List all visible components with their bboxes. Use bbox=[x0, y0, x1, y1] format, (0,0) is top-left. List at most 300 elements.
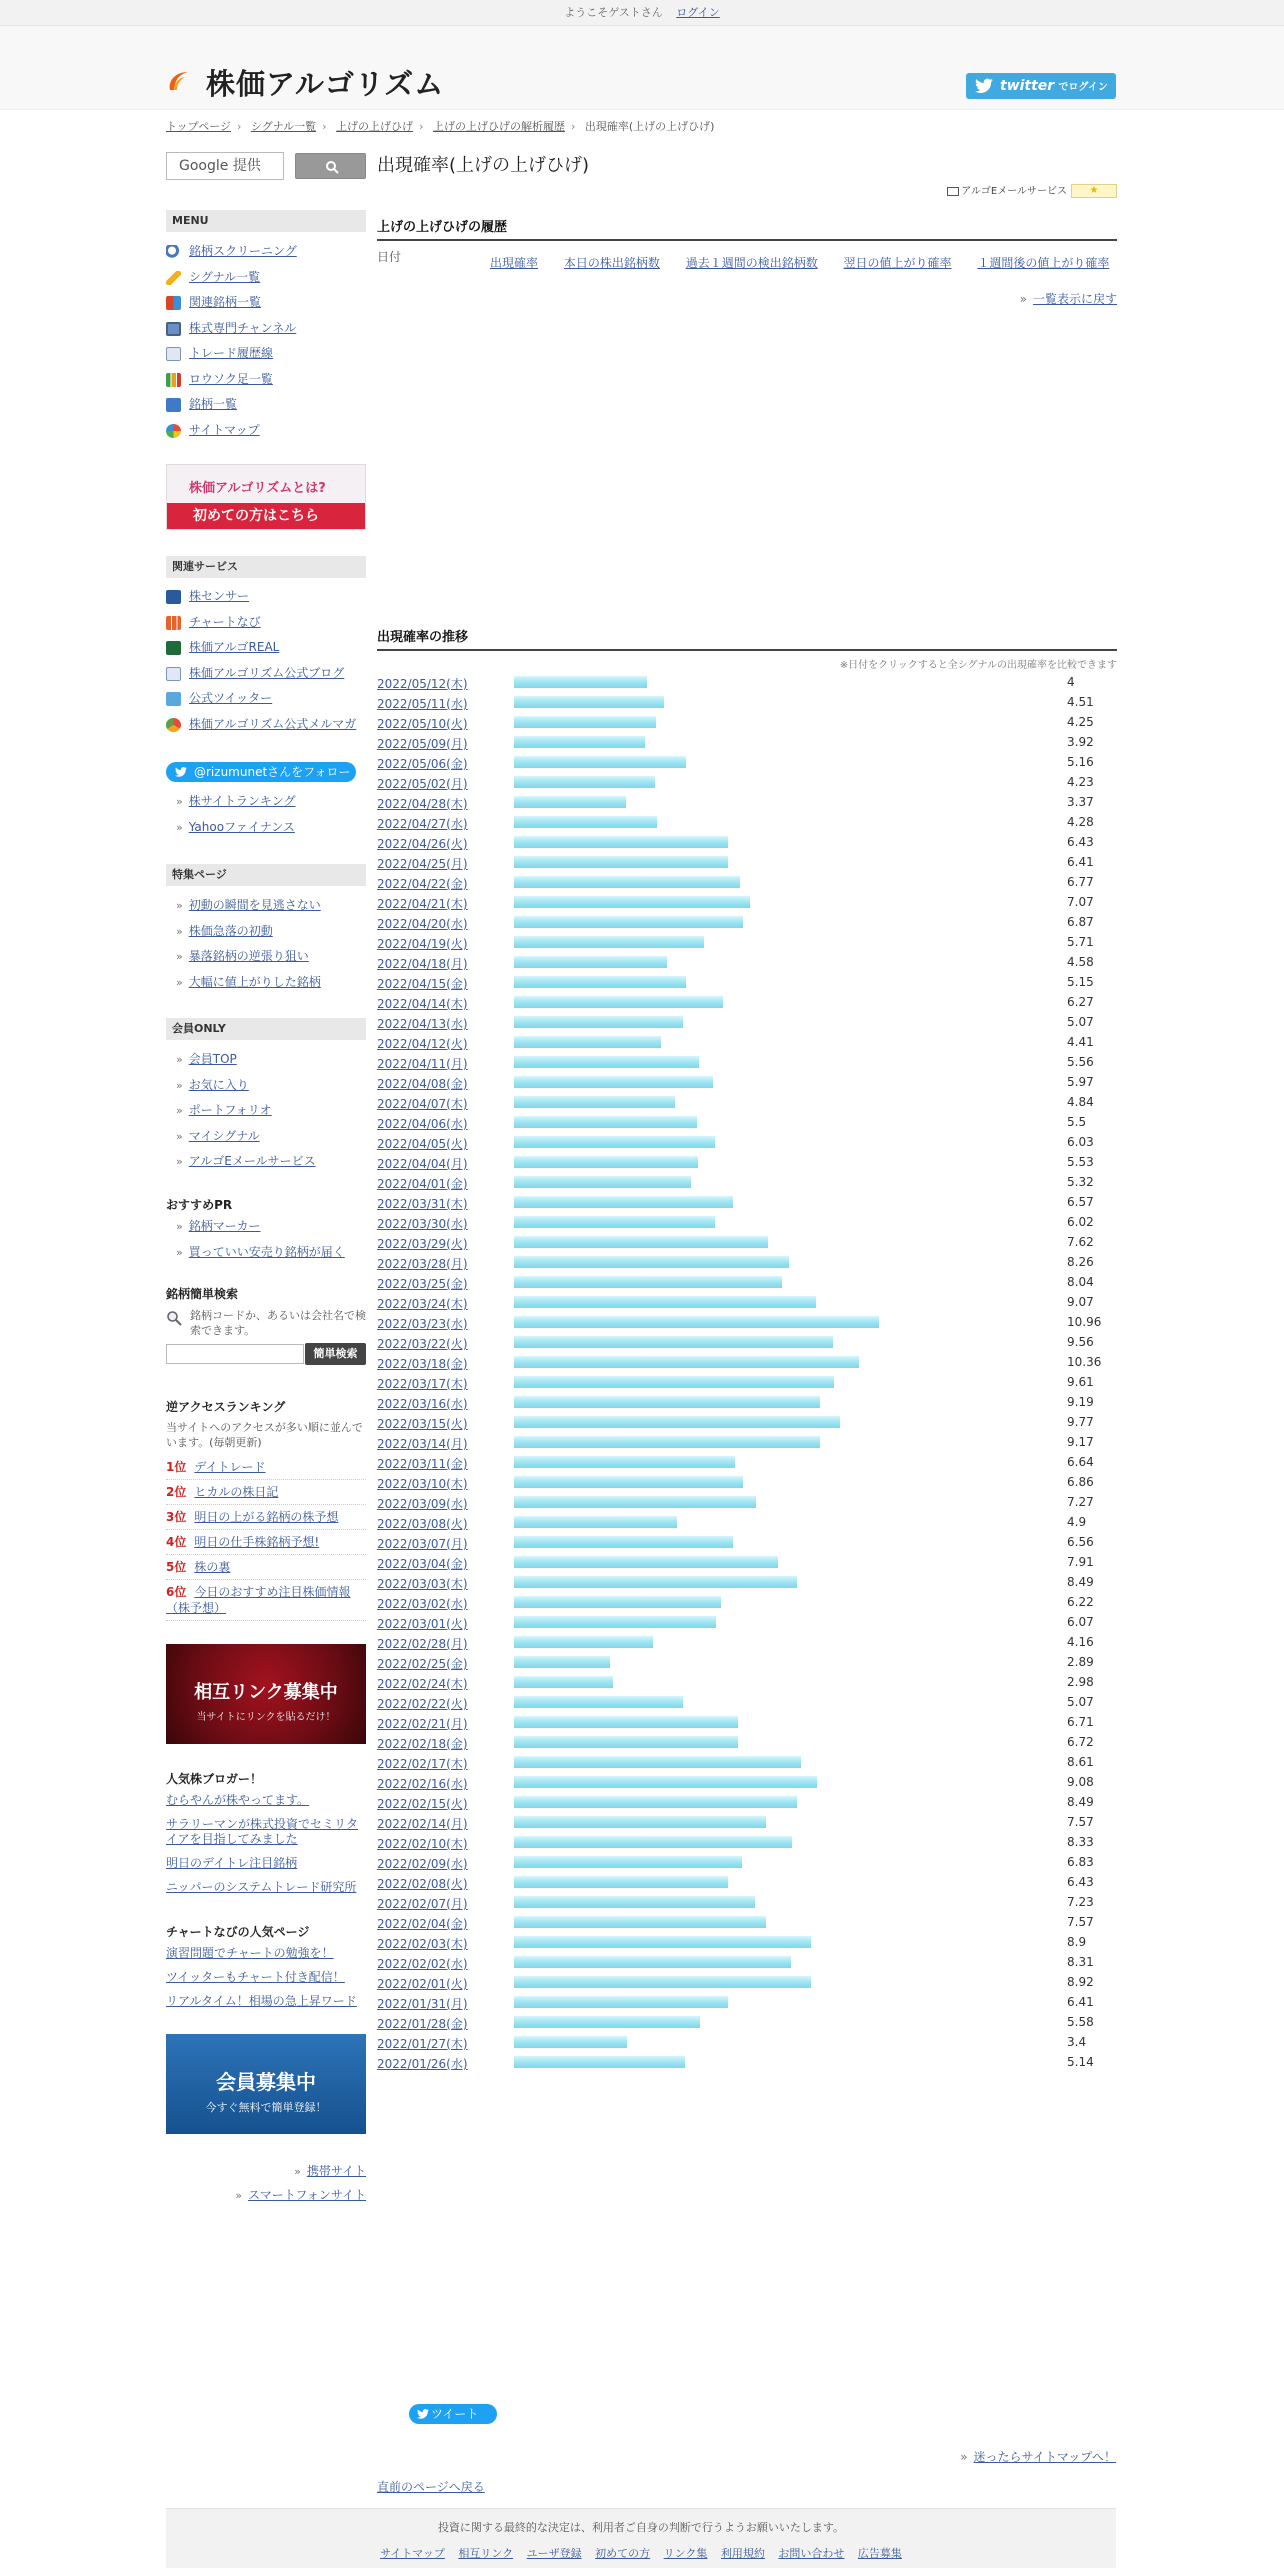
blogger-item[interactable] bbox=[166, 1880, 366, 1895]
magnifier-icon bbox=[166, 1310, 182, 1326]
chart-date-link[interactable]: 2022/02/22(火) bbox=[377, 1697, 468, 1711]
algo-real-icon bbox=[166, 641, 181, 655]
member-list bbox=[166, 1047, 366, 1175]
tab-detected-week[interactable]: 過去１週間の検出銘柄数 bbox=[685, 256, 818, 270]
chart-value-label: 8.04 bbox=[1067, 1275, 1094, 1289]
link-exchange-banner[interactable] bbox=[166, 1644, 366, 1744]
chart-date-link[interactable]: 2022/03/16(水) bbox=[377, 1397, 468, 1411]
chart-value-label: 7.23 bbox=[1067, 1895, 1094, 1909]
chart-row bbox=[377, 952, 1117, 972]
outer-link[interactable]: 株サイトランキング bbox=[188, 794, 296, 808]
chart-row bbox=[377, 1592, 1117, 1612]
chart-row bbox=[377, 1112, 1117, 1132]
feature-item[interactable]: » 大幅に値上がりした銘柄 bbox=[176, 974, 321, 989]
chart-date-link[interactable]: 2022/03/28(月) bbox=[377, 1257, 468, 1271]
chart-date-link[interactable]: 2022/04/05(火) bbox=[377, 1137, 468, 1151]
chart-date-link[interactable]: 2022/04/18(月) bbox=[377, 957, 468, 971]
chart-date-link[interactable]: 2022/03/23(水) bbox=[377, 1317, 468, 1331]
chart-value-label: 6.72 bbox=[1067, 1735, 1094, 1749]
chart-row bbox=[377, 1972, 1117, 1992]
chart-date-link[interactable]: 2022/02/25(金) bbox=[377, 1657, 468, 1671]
chartnavi-link[interactable]: リアルタイム！相場の急上昇ワード bbox=[166, 1994, 357, 2008]
feature-item[interactable]: » 暴落銘柄の逆張り狙い bbox=[176, 949, 309, 963]
footer-link-beginner[interactable]: 初めての方 bbox=[595, 2547, 651, 2560]
chart-value-label: 10.96 bbox=[1067, 1315, 1102, 1329]
chart-date-link[interactable]: 2022/02/08(火) bbox=[377, 1877, 468, 1891]
chart-row bbox=[377, 1712, 1117, 1732]
rank-item[interactable] bbox=[166, 1580, 366, 1621]
chart-date-link[interactable]: 2022/05/11(水) bbox=[377, 697, 468, 711]
related-item[interactable] bbox=[166, 686, 366, 712]
rank-link[interactable]: ヒカルの株日記 bbox=[194, 1485, 279, 1499]
google-placeholder: Google 提供 bbox=[179, 158, 261, 174]
chart-row bbox=[377, 1892, 1117, 1912]
chart-bar bbox=[514, 796, 626, 808]
chart-value-label: 4.28 bbox=[1067, 815, 1094, 829]
chartnavi-list bbox=[166, 1946, 366, 2018]
chart-date-link[interactable]: 2022/04/01(金) bbox=[377, 1177, 468, 1191]
chart-value-label: 6.87 bbox=[1067, 915, 1094, 929]
chart-value-label: 5.07 bbox=[1067, 1695, 1094, 1709]
member-link[interactable]: 会員TOP bbox=[188, 1052, 237, 1066]
chart-bar bbox=[514, 1636, 653, 1648]
member-item[interactable]: » アルゴEメールサービス bbox=[176, 1154, 316, 1168]
chart-row bbox=[377, 1732, 1117, 1752]
chart-row bbox=[377, 1132, 1117, 1152]
site-logo[interactable]: 株価アルゴリズム bbox=[206, 67, 445, 101]
breadcrumb-signals[interactable]: シグナル一覧 bbox=[250, 120, 317, 133]
menu-link[interactable]: ロウソク足一覧 bbox=[189, 371, 273, 386]
chart-date-link[interactable]: 2022/03/29(火) bbox=[377, 1237, 468, 1251]
footer-link-register[interactable]: ユーザ登録 bbox=[526, 2547, 582, 2560]
chart-row bbox=[377, 2052, 1117, 2072]
chartnavi-item[interactable] bbox=[166, 1946, 366, 1961]
pr-item[interactable]: » 買っていい安売り銘柄が届く bbox=[176, 1244, 345, 1259]
chart-value-label: 9.56 bbox=[1067, 1335, 1094, 1349]
chart-row bbox=[377, 1992, 1117, 2012]
chart-bar bbox=[514, 1076, 713, 1088]
chart-row bbox=[377, 1352, 1117, 1372]
chart-row bbox=[377, 672, 1117, 692]
outer-link-item[interactable]: » 株サイトランキング bbox=[176, 794, 296, 808]
chart-date-link[interactable]: 2022/02/28(月) bbox=[377, 1637, 468, 1651]
menu-item-signals[interactable] bbox=[166, 265, 366, 291]
member-item[interactable]: » お気に入り bbox=[176, 1077, 249, 1092]
chart-date-link[interactable]: 2022/04/06(水) bbox=[377, 1117, 468, 1131]
chart-date-link[interactable]: 2022/04/19(火) bbox=[377, 937, 468, 951]
chart-date-link[interactable]: 2022/01/26(水) bbox=[377, 2057, 468, 2071]
rank-item[interactable] bbox=[166, 1530, 366, 1555]
google-search-button[interactable] bbox=[295, 153, 366, 179]
chart-date-link[interactable]: 2022/03/11(金) bbox=[377, 1457, 468, 1471]
rank-number: 6位 bbox=[166, 1585, 187, 1599]
chart-bar bbox=[514, 996, 723, 1008]
outer-link-item[interactable]: » Yahooファイナンス bbox=[176, 819, 295, 834]
related-link[interactable]: チャートなび bbox=[189, 614, 261, 629]
chart-date-link[interactable]: 2022/03/17(木) bbox=[377, 1377, 468, 1391]
rank-item[interactable] bbox=[166, 1480, 366, 1505]
feature-link[interactable]: 大幅に値上がりした銘柄 bbox=[188, 974, 321, 989]
member-link[interactable]: アルゴEメールサービス bbox=[188, 1154, 316, 1168]
tweet-button[interactable] bbox=[409, 2404, 497, 2424]
sitemap-help-item[interactable]: » 迷ったらサイトマップへ！ bbox=[960, 2450, 1116, 2464]
chart-date-link[interactable]: 2022/04/21(木) bbox=[377, 897, 468, 911]
chart-date-link[interactable]: 2022/02/01(火) bbox=[377, 1977, 468, 1991]
follow-button[interactable] bbox=[166, 762, 356, 782]
chart-bar bbox=[514, 1096, 675, 1108]
chart-bar bbox=[514, 956, 667, 968]
member-item[interactable]: » ポートフォリオ bbox=[176, 1103, 272, 1117]
chart-date-link[interactable]: 2022/04/15(金) bbox=[377, 977, 468, 991]
chart-bar bbox=[514, 1196, 733, 1208]
feature-link[interactable]: 初動の瞬間を見逃さない bbox=[188, 898, 321, 912]
chart-bar bbox=[514, 1796, 797, 1808]
chart-bar bbox=[514, 1276, 782, 1288]
chart-date-link[interactable]: 2022/03/10(木) bbox=[377, 1477, 468, 1491]
chart-date-link[interactable]: 2022/03/02(水) bbox=[377, 1597, 468, 1611]
related-link[interactable]: 株価アルゴリズム公式メルマガ bbox=[189, 716, 357, 731]
about-banner[interactable] bbox=[166, 464, 366, 530]
chart-row bbox=[377, 1192, 1117, 1212]
feature-link[interactable]: 株価急落の初動 bbox=[188, 923, 273, 938]
chart-date-link[interactable]: 2022/04/07(木) bbox=[377, 1097, 468, 1111]
blogger-link[interactable]: ニッパーのシステムトレード研究所 bbox=[166, 1880, 357, 1894]
chart-bar bbox=[514, 1516, 677, 1528]
rank-link[interactable]: 今日のおすすめ注目株価情報（株予想） bbox=[166, 1585, 351, 1615]
chart-date-link[interactable]: 2022/02/15(火) bbox=[377, 1797, 468, 1811]
chart-date-link[interactable]: 2022/04/28(木) bbox=[377, 797, 468, 811]
member-item[interactable]: » 会員TOP bbox=[176, 1052, 237, 1066]
chart-value-label: 4.23 bbox=[1067, 775, 1094, 789]
mobile-site-link[interactable]: 携帯サイト bbox=[306, 2164, 366, 2178]
link-banner-title: 相互リンク募集中 bbox=[194, 1682, 338, 1703]
breadcrumb-history[interactable]: 上げの上げひげの解析履歴 bbox=[432, 120, 565, 133]
chart-bar bbox=[514, 856, 728, 868]
chart-date-link[interactable]: 2022/05/06(金) bbox=[377, 757, 468, 771]
related-item[interactable] bbox=[166, 661, 366, 687]
pr-link[interactable]: 買っていい安売り銘柄が届く bbox=[188, 1244, 345, 1259]
smartphone-site-link[interactable]: スマートフォンサイト bbox=[248, 2188, 366, 2202]
feature-item[interactable]: » 初動の瞬間を見逃さない bbox=[176, 898, 321, 912]
footer-link-mutual[interactable]: 相互リンク bbox=[458, 2547, 514, 2560]
chart-date-link[interactable]: 2022/05/09(月) bbox=[377, 737, 468, 751]
rank-link[interactable]: 明日の仕手株銘柄予想! bbox=[194, 1535, 320, 1549]
member-link[interactable]: マイシグナル bbox=[188, 1128, 260, 1143]
chart-bar bbox=[514, 896, 750, 908]
member-recruit-banner[interactable] bbox=[166, 2034, 366, 2134]
menu-item-trade[interactable] bbox=[166, 341, 366, 367]
chart-row bbox=[377, 1612, 1117, 1632]
chart-date-link[interactable]: 2022/04/04(月) bbox=[377, 1157, 468, 1171]
chart-value-label: 5.16 bbox=[1067, 755, 1094, 769]
chart-value-label: 3.4 bbox=[1067, 2035, 1087, 2049]
chart-bar bbox=[514, 1556, 778, 1568]
chart-date-link[interactable]: 2022/04/27(水) bbox=[377, 817, 468, 831]
chart-date-link[interactable]: 2022/03/15(火) bbox=[377, 1417, 468, 1431]
member-link[interactable]: お気に入り bbox=[188, 1077, 249, 1092]
twitter-bird-icon bbox=[417, 2409, 429, 2419]
menu-item-channel[interactable] bbox=[166, 316, 366, 342]
chart-date-link[interactable]: 2022/03/14(月) bbox=[377, 1437, 468, 1451]
chart-bar bbox=[514, 1376, 834, 1388]
stock-search-input[interactable] bbox=[166, 1344, 304, 1364]
chart-date-link[interactable]: 2022/03/08(火) bbox=[377, 1517, 468, 1531]
chart-value-label: 6.71 bbox=[1067, 1715, 1094, 1729]
breadcrumb-sep: › bbox=[237, 120, 242, 133]
menu-link[interactable]: 銘柄一覧 bbox=[189, 397, 238, 411]
rank-item[interactable] bbox=[166, 1505, 366, 1530]
chart-value-label: 6.22 bbox=[1067, 1595, 1094, 1609]
rank-link[interactable]: 明日の上がる銘柄の株予想 bbox=[194, 1510, 339, 1524]
twitter-word: twitter bbox=[1000, 78, 1055, 94]
chart-date-link[interactable]: 2022/04/14(木) bbox=[377, 997, 468, 1011]
chart-value-label: 4.41 bbox=[1067, 1035, 1094, 1049]
magnifier-icon bbox=[166, 245, 181, 259]
chart-bar bbox=[514, 1716, 738, 1728]
chart-date-link[interactable]: 2022/02/03(木) bbox=[377, 1937, 468, 1951]
related-item[interactable] bbox=[166, 584, 366, 610]
chart-value-label: 6.07 bbox=[1067, 1615, 1094, 1629]
chart-date-link[interactable]: 2022/02/24(木) bbox=[377, 1677, 468, 1691]
chart-value-label: 6.43 bbox=[1067, 835, 1094, 849]
rank-link[interactable]: 株の裏 bbox=[194, 1560, 231, 1574]
search-icon bbox=[325, 160, 339, 174]
related-link[interactable]: 株価アルゴリズム公式ブログ bbox=[189, 665, 345, 680]
list-return-link[interactable]: 一覧表示に戻す bbox=[1032, 292, 1117, 306]
chart-date-link[interactable]: 2022/01/28(金) bbox=[377, 2017, 468, 2031]
chart-date-link[interactable]: 2022/03/04(金) bbox=[377, 1557, 468, 1571]
mobile-site-item[interactable]: » 携帯サイト bbox=[294, 2164, 366, 2178]
chart-bar bbox=[514, 1776, 817, 1788]
blogger-item[interactable] bbox=[166, 1856, 366, 1871]
chart-row bbox=[377, 1292, 1117, 1312]
chart-date-link[interactable]: 2022/02/18(金) bbox=[377, 1737, 468, 1751]
chart-value-label: 5.58 bbox=[1067, 2015, 1094, 2029]
chart-value-label: 5.14 bbox=[1067, 2055, 1094, 2069]
mail-service-link[interactable] bbox=[947, 182, 1117, 198]
related-item[interactable] bbox=[166, 635, 366, 661]
chart-value-label: 6.27 bbox=[1067, 995, 1094, 1009]
chart-value-label: 6.86 bbox=[1067, 1475, 1094, 1489]
stock-search-button[interactable]: 簡単検索 bbox=[305, 1343, 366, 1365]
chart-date-link[interactable]: 2022/03/25(金) bbox=[377, 1277, 468, 1291]
menu-link[interactable]: シグナル一覧 bbox=[189, 269, 261, 284]
chart-date-link[interactable]: 2022/03/22(火) bbox=[377, 1337, 468, 1351]
chart-date-link[interactable]: 2022/01/31(月) bbox=[377, 1997, 468, 2011]
list-return-item[interactable]: » 一覧表示に戻す bbox=[1019, 292, 1117, 306]
chart-date-link[interactable]: 2022/03/24(木) bbox=[377, 1297, 468, 1311]
chart-date-link[interactable]: 2022/03/31(木) bbox=[377, 1197, 468, 1211]
chart-date-link[interactable]: 2022/02/04(金) bbox=[377, 1917, 468, 1931]
chart-bar bbox=[514, 816, 657, 828]
pr-link[interactable]: 銘柄マーカー bbox=[188, 1219, 261, 1233]
chart-row bbox=[377, 1212, 1117, 1232]
tab-detected-today[interactable]: 本日の株出銘柄数 bbox=[563, 256, 660, 270]
chartnavi-item[interactable] bbox=[166, 1994, 366, 2009]
rank-item[interactable] bbox=[166, 1555, 366, 1580]
back-link[interactable]: 直前のページへ戻る bbox=[377, 2480, 485, 2494]
footer-link-contact[interactable]: お問い合わせ bbox=[778, 2547, 845, 2560]
chart-date-link[interactable]: 2022/02/07(月) bbox=[377, 1897, 468, 1911]
tweet-label: ツイート bbox=[431, 2407, 479, 2421]
blogger-item[interactable] bbox=[166, 1817, 366, 1847]
chart-value-label: 9.61 bbox=[1067, 1375, 1094, 1389]
chart-date-link[interactable]: 2022/04/25(月) bbox=[377, 857, 468, 871]
chart-value-label: 4 bbox=[1067, 675, 1075, 689]
member-item[interactable]: » マイシグナル bbox=[176, 1128, 260, 1143]
breadcrumb-top[interactable]: トップページ bbox=[166, 120, 232, 133]
chart-date-link[interactable]: 2022/05/02(月) bbox=[377, 777, 468, 791]
tab-appearance-rate[interactable]: 出現確率 bbox=[490, 256, 539, 270]
chart-row bbox=[377, 1572, 1117, 1592]
chart-date-link[interactable]: 2022/03/03(木) bbox=[377, 1577, 468, 1591]
menu-link[interactable]: サイトマップ bbox=[189, 422, 260, 437]
chart-date-link[interactable]: 2022/03/09(水) bbox=[377, 1497, 468, 1511]
chart-row bbox=[377, 2012, 1117, 2032]
chart-date-link[interactable]: 2022/03/07(月) bbox=[377, 1537, 468, 1551]
chart-date-link[interactable]: 2022/02/16(水) bbox=[377, 1777, 468, 1791]
breadcrumb-signal[interactable]: 上げの上げひげ bbox=[336, 120, 414, 133]
chart-date-link[interactable]: 2022/02/10(木) bbox=[377, 1837, 468, 1851]
chart-value-label: 6.56 bbox=[1067, 1535, 1094, 1549]
chart-value-label: 7.57 bbox=[1067, 1915, 1094, 1929]
related-item[interactable] bbox=[166, 712, 366, 738]
chart-row bbox=[377, 1632, 1117, 1652]
chart-row bbox=[377, 752, 1117, 772]
chart-row bbox=[377, 1692, 1117, 1712]
chart-date-link[interactable]: 2022/02/17(木) bbox=[377, 1757, 468, 1771]
chart-bar bbox=[514, 716, 656, 728]
pr-item[interactable]: » 銘柄マーカー bbox=[176, 1219, 261, 1233]
related-services bbox=[166, 584, 366, 737]
sitemap-icon bbox=[166, 424, 181, 438]
breadcrumb-sep: › bbox=[570, 120, 576, 133]
blogger-link[interactable]: むらやんが株やってます。 bbox=[166, 1793, 310, 1807]
blogger-link[interactable]: サラリーマンが株式投資でセミリタイアを目指してみました bbox=[166, 1817, 359, 1846]
blogger-link[interactable]: 明日のデイトレ注目銘柄 bbox=[166, 1856, 298, 1870]
chart-value-label: 8.49 bbox=[1067, 1795, 1094, 1809]
chart-value-label: 5.56 bbox=[1067, 1055, 1094, 1069]
chart-date-link[interactable]: 2022/04/22(金) bbox=[377, 877, 468, 891]
chart-date-link[interactable]: 2022/02/02(水) bbox=[377, 1957, 468, 1971]
chart-date-link[interactable]: 2022/04/11(月) bbox=[377, 1057, 468, 1071]
chartnavi-item[interactable] bbox=[166, 1970, 366, 1985]
menu-link[interactable]: 関連銘柄一覧 bbox=[189, 295, 262, 309]
twitter-login-button[interactable] bbox=[966, 73, 1116, 99]
chart-date-link[interactable]: 2022/03/18(金) bbox=[377, 1357, 468, 1371]
smartphone-site-item[interactable]: » スマートフォンサイト bbox=[235, 2188, 366, 2202]
rank-number: 3位 bbox=[166, 1510, 187, 1524]
chart-row bbox=[377, 1532, 1117, 1552]
sitemap-help-link[interactable]: 迷ったらサイトマップへ！ bbox=[973, 2450, 1116, 2464]
chart-bar bbox=[514, 1416, 840, 1428]
menu-item-screening[interactable] bbox=[166, 239, 366, 265]
breadcrumb-sep: › bbox=[419, 120, 424, 133]
menu-item-related[interactable] bbox=[166, 290, 366, 316]
chart-date-link[interactable]: 2022/05/12(木) bbox=[377, 677, 468, 691]
tab-next-day-rise[interactable]: 翌日の値上がり確率 bbox=[843, 256, 952, 270]
chart-value-label: 7.62 bbox=[1067, 1235, 1094, 1249]
history-date-label: 日付 bbox=[377, 250, 402, 264]
menu-link[interactable]: 株式専門チャンネル bbox=[189, 320, 297, 335]
chart-date-link[interactable]: 2022/02/14(月) bbox=[377, 1817, 468, 1831]
people-icon bbox=[166, 296, 181, 310]
footer-link-sitemap[interactable]: サイトマップ bbox=[380, 2547, 445, 2560]
chart-date-link[interactable]: 2022/04/13(水) bbox=[377, 1017, 468, 1031]
rank-item[interactable] bbox=[166, 1455, 366, 1480]
chart-date-link[interactable]: 2022/03/01(火) bbox=[377, 1617, 468, 1631]
menu-item-stocks[interactable] bbox=[166, 392, 366, 418]
menu-item-sitemap[interactable] bbox=[166, 418, 366, 444]
chart-value-label: 2.89 bbox=[1067, 1655, 1094, 1669]
member-heading: 会員ONLY bbox=[166, 1018, 366, 1040]
main-menu bbox=[166, 239, 366, 443]
chart-bar bbox=[514, 1916, 766, 1928]
chart-date-link[interactable]: 2022/04/26(火) bbox=[377, 837, 468, 851]
chart-row bbox=[377, 1452, 1117, 1472]
footer-link-terms[interactable]: 利用規約 bbox=[720, 2547, 765, 2560]
chart-row bbox=[377, 1012, 1117, 1032]
chart-row bbox=[377, 1072, 1117, 1092]
chart-date-link[interactable]: 2022/04/08(金) bbox=[377, 1077, 468, 1091]
chart-date-link[interactable]: 2022/03/30(水) bbox=[377, 1217, 468, 1231]
pencil-icon bbox=[166, 667, 181, 681]
chart-date-link[interactable]: 2022/05/10(火) bbox=[377, 717, 468, 731]
chart-bar bbox=[514, 1896, 755, 1908]
footer-link-ads[interactable]: 広告募集 bbox=[857, 2547, 902, 2560]
member-link[interactable]: ポートフォリオ bbox=[188, 1103, 272, 1117]
chart-value-label: 5.53 bbox=[1067, 1155, 1094, 1169]
chart-row bbox=[377, 1652, 1117, 1672]
related-item[interactable] bbox=[166, 610, 366, 636]
feature-item[interactable]: » 株価急落の初動 bbox=[176, 923, 273, 938]
chart-date-link[interactable]: 2022/04/12(火) bbox=[377, 1037, 468, 1051]
chart-bar bbox=[514, 1456, 735, 1468]
related-link[interactable]: 株センサー bbox=[189, 589, 250, 603]
login-link[interactable]: ログイン bbox=[676, 6, 720, 19]
chartnavi-link[interactable]: ツイッターもチャート付き配信！ bbox=[166, 1970, 345, 1984]
google-search-input[interactable] bbox=[166, 152, 284, 180]
menu-link[interactable]: トレード履歴線 bbox=[189, 346, 274, 360]
chart-value-label: 3.92 bbox=[1067, 735, 1094, 749]
chart-row bbox=[377, 1032, 1117, 1052]
footer-link-links[interactable]: リンク集 bbox=[663, 2547, 708, 2560]
menu-link[interactable]: 銘柄スクリーニング bbox=[189, 244, 297, 258]
chart-date-link[interactable]: 2022/02/21(月) bbox=[377, 1717, 468, 1731]
star-icon: ★ bbox=[1071, 184, 1117, 198]
related-link[interactable]: 公式ツイッター bbox=[189, 691, 273, 705]
outer-link[interactable]: Yahooファイナンス bbox=[188, 819, 295, 834]
rank-link[interactable]: デイトレード bbox=[194, 1460, 266, 1474]
chart-row bbox=[377, 1812, 1117, 1832]
feature-link[interactable]: 暴落銘柄の逆張り狙い bbox=[188, 949, 309, 963]
chartnavi-link[interactable]: 演習問題でチャートの勉強を！ bbox=[166, 1946, 334, 1960]
chart-value-label: 3.37 bbox=[1067, 795, 1094, 809]
chart-row bbox=[377, 1312, 1117, 1332]
chart-date-link[interactable]: 2022/01/27(木) bbox=[377, 2037, 468, 2051]
chart-value-label: 4.16 bbox=[1067, 1635, 1094, 1649]
menu-item-candle[interactable] bbox=[166, 367, 366, 393]
chart-row bbox=[377, 932, 1117, 952]
chart-date-link[interactable]: 2022/02/09(水) bbox=[377, 1857, 468, 1871]
rank-desc: 当サイトへのアクセスが多い順に並んでいます。(毎朝更新) bbox=[166, 1421, 363, 1449]
related-link[interactable]: 株価アルゴREAL bbox=[189, 640, 280, 654]
blogger-item[interactable] bbox=[166, 1793, 366, 1808]
chart-row bbox=[377, 712, 1117, 732]
chart-row bbox=[377, 972, 1117, 992]
tab-week-rise[interactable]: １週間後の値上がり確率 bbox=[977, 256, 1110, 270]
chart-date-link[interactable]: 2022/04/20(水) bbox=[377, 917, 468, 931]
